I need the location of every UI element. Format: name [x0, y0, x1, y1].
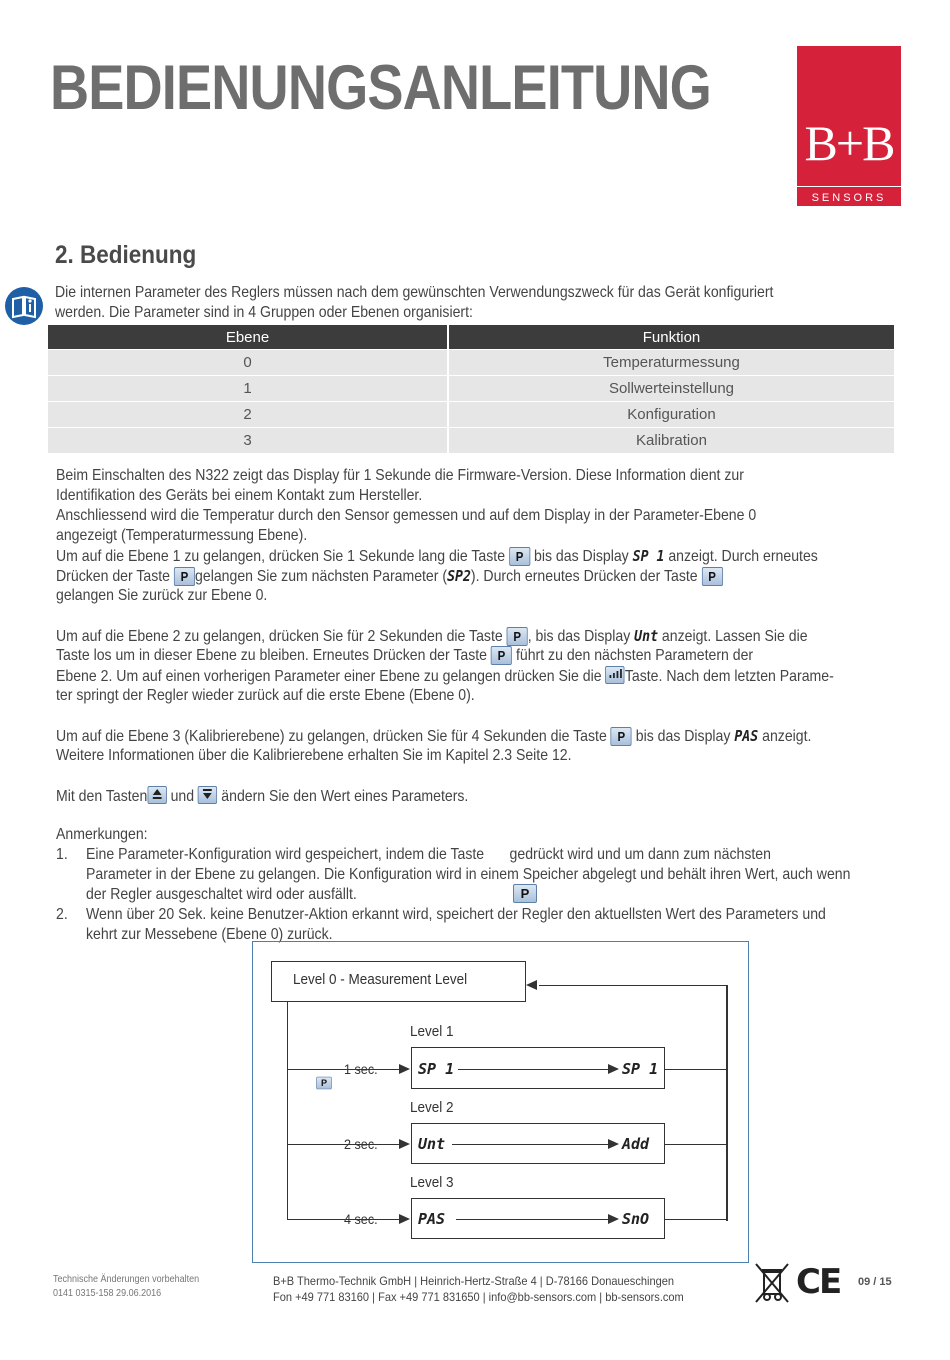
- body-text: [56, 786, 468, 807]
- body-text: ter springt der Regler wieder zurück auf die erste Ebene (Ebene 0).: [56, 687, 475, 704]
- time-label: 4 sec.: [344, 1211, 378, 1227]
- body-text: gelangen Sie zurück zur Ebene 0.: [56, 587, 268, 604]
- text-span: Taste los um in dieser Ebene zu bleiben. Erneutes Drücken der Taste: [56, 647, 487, 664]
- level-label: Level 3: [410, 1174, 454, 1191]
- footer-note: Technische Änderungen vorbehalten: [53, 1274, 200, 1285]
- table-row: [48, 350, 894, 376]
- text-span: führt zu den nächsten Parametern der: [515, 647, 754, 664]
- text-span: Mit den Tasten: [56, 788, 148, 805]
- p-key-icon: P: [513, 884, 537, 903]
- logo-mark: B+B: [804, 115, 894, 171]
- display-readout: SnO: [622, 1210, 650, 1228]
- table-cell: Sollwerteinstellung: [448, 376, 894, 402]
- p-key-icon: P: [509, 547, 530, 566]
- text-span: Um auf die Ebene 3 (Kalibrierebene) zu gelangen, drücken Sie für 4 Sekunden die Taste: [56, 728, 607, 745]
- table-cell: Konfiguration: [448, 402, 894, 428]
- text-span: gedrückt wird und um dann zum nächsten: [509, 846, 771, 863]
- arrowhead-icon: [399, 1139, 410, 1149]
- text-span: bis das Display: [534, 548, 629, 565]
- note-text: der Regler ausgeschaltet wird oder ausfällt.: [86, 886, 357, 903]
- text-span: Eine Parameter-Konfiguration wird gespeichert, indem die Taste: [86, 846, 485, 863]
- arrowhead-icon: [608, 1064, 619, 1074]
- branch-line: [287, 1002, 288, 1220]
- level1-box: [411, 1047, 665, 1089]
- display-readout: SP 1: [622, 1060, 659, 1078]
- p-key-icon: P: [507, 627, 528, 646]
- text-span: gelangen Sie zum nächsten Parameter (: [195, 568, 448, 585]
- arrowhead-icon: [608, 1139, 619, 1149]
- body-text: [56, 546, 818, 567]
- body-text: [56, 566, 723, 587]
- table-header-ebene: Ebene: [48, 325, 448, 350]
- p-key-icon: P: [702, 567, 723, 586]
- note-text: kehrt zur Messebene (Ebene 0) zurück.: [86, 926, 333, 943]
- note-text: Parameter in der Ebene zu gelangen. Die Konfiguration wird in einem Speicher abgelegt und behält ihren Wert, auch wenn: [86, 866, 851, 883]
- body-text: [56, 646, 753, 666]
- flow-line: [456, 1219, 608, 1220]
- text-span: Um auf die Ebene 1 zu gelangen, drücken Sie 1 Sekunde lang die Taste: [56, 548, 506, 565]
- arrowhead-icon: [526, 980, 537, 990]
- table-cell: Temperaturmessung: [448, 350, 894, 376]
- level0-box: [271, 961, 526, 1002]
- body-text: Beim Einschalten des N322 zeigt das Display für 1 Sekunde die Firmware-Version. Diese Information dient zur: [56, 467, 744, 484]
- text-span: anzeigt.: [762, 728, 812, 745]
- body-text: [56, 626, 808, 647]
- table-header-funktion: Funktion: [448, 325, 894, 350]
- flow-line: [452, 1144, 608, 1145]
- level0-label: Level 0 - Measurement Level: [293, 971, 468, 988]
- return-line: [665, 1144, 727, 1145]
- flow-line: [458, 1069, 608, 1070]
- display-readout: SP 1: [632, 547, 665, 565]
- text-span: Ebene 2. Um auf einen vorherigen Parameter einer Ebene zu gelangen drücken Sie die: [56, 668, 602, 685]
- table-row: [48, 376, 894, 402]
- notes-title: Anmerkungen:: [56, 826, 148, 843]
- arrowhead-icon: [399, 1064, 410, 1074]
- up-arrow-key-icon: [147, 786, 166, 804]
- return-line: [665, 1069, 727, 1070]
- note-number: 2.: [56, 906, 68, 923]
- p-key-icon: P: [174, 567, 195, 586]
- table-cell: 3: [48, 428, 448, 454]
- footer-contact: Fon +49 771 83160 | Fax +49 771 831650 | info@bb-sensors.com | bb-sensors.com: [273, 1290, 684, 1304]
- arrowhead-icon: [399, 1214, 410, 1224]
- display-readout: SP2: [447, 567, 471, 585]
- p-key-icon: P: [491, 646, 512, 665]
- info-book-icon: [5, 287, 43, 325]
- table-header-row: [48, 325, 894, 350]
- table-row: [48, 402, 894, 428]
- body-text: Identifikation des Geräts bei einem Kontakt zum Hersteller.: [56, 487, 423, 504]
- display-readout: Add: [622, 1135, 650, 1153]
- page-number: 09 / 15: [858, 1276, 892, 1288]
- section-heading: 2. Bedienung: [55, 241, 197, 269]
- return-line: [726, 985, 728, 1221]
- level3-box: [411, 1198, 665, 1239]
- text-span: und: [170, 788, 195, 805]
- level-label: Level 1: [410, 1023, 454, 1040]
- return-line: [665, 1219, 727, 1220]
- return-line: [539, 985, 727, 986]
- p-key-icon: P: [611, 727, 632, 746]
- text-span: Taste. Nach dem letzten Parame-: [624, 668, 834, 685]
- note-number: 1.: [56, 846, 68, 863]
- intro-line-2: werden. Die Parameter sind in 4 Gruppen oder Ebenen organisiert:: [55, 304, 473, 321]
- text-span: Um auf die Ebene 2 zu gelangen, drücken Sie für 2 Sekunden die Taste: [56, 628, 503, 645]
- ebene-table: [48, 325, 894, 453]
- body-text: Anschliessend wird die Temperatur durch den Sensor gemessen und auf dem Display in der Parameter-Ebene 0: [56, 507, 757, 524]
- bb-sensors-logo: [797, 46, 901, 206]
- body-text: [56, 666, 834, 687]
- table-cell: 0: [48, 350, 448, 376]
- p-key-icon: P: [316, 1077, 331, 1090]
- display-readout: PAS: [734, 727, 759, 745]
- text-span: anzeigt. Durch erneutes: [668, 548, 818, 565]
- time-label: 2 sec.: [344, 1136, 378, 1152]
- body-text: [56, 726, 811, 747]
- text-span: , bis das Display: [527, 628, 631, 645]
- body-text: Weitere Informationen über die Kalibrierebene erhalten Sie im Kapitel 2.3 Seite 12.: [56, 747, 572, 764]
- back-key-icon: [605, 666, 624, 684]
- table-cell: 2: [48, 402, 448, 428]
- arrowhead-icon: [608, 1214, 619, 1224]
- text-span: ändern Sie den Wert eines Parameters.: [221, 788, 469, 805]
- logo-subtitle: SENSORS: [811, 192, 887, 204]
- text-span: ). Durch erneutes Drücken der Taste: [470, 568, 698, 585]
- note-text: Wenn über 20 Sek. keine Benutzer-Aktion erkannt wird, speichert der Regler den aktuellsten Wert des Parameters und: [86, 906, 826, 923]
- text-span: Drücken der Taste: [56, 568, 171, 585]
- intro-line-1: Die internen Parameter des Reglers müssen nach dem gewünschten Verwendungszweck für das Gerät konfiguriert: [55, 284, 774, 301]
- weee-bin-icon: [752, 1262, 792, 1304]
- footer-address: B+B Thermo-Technik GmbH | Heinrich-Hertz-Straße 4 | D-78166 Donaueschingen: [273, 1274, 675, 1288]
- table-row: [48, 428, 894, 454]
- level-label: Level 2: [410, 1099, 454, 1116]
- body-text: angezeigt (Temperaturmessung Ebene).: [56, 527, 308, 544]
- ce-mark: CE: [796, 1262, 841, 1302]
- display-readout: PAS: [418, 1210, 446, 1228]
- level2-box: [411, 1123, 665, 1164]
- time-label: 1 sec.: [344, 1061, 378, 1077]
- down-arrow-key-icon: [198, 786, 217, 804]
- note-text: [86, 845, 771, 865]
- footer-docnum: 0141 0315-158 29.06.2016: [53, 1288, 162, 1299]
- display-readout: Unt: [634, 627, 659, 645]
- text-span: anzeigt. Lassen Sie die: [661, 628, 808, 645]
- level-diagram: [252, 941, 749, 1263]
- display-readout: Unt: [418, 1135, 446, 1153]
- table-cell: Kalibration: [448, 428, 894, 454]
- table-cell: 1: [48, 376, 448, 402]
- text-span: bis das Display: [635, 728, 731, 745]
- display-readout: SP 1: [418, 1060, 455, 1078]
- document-title: BEDIENUNGSANLEITUNG: [50, 53, 711, 123]
